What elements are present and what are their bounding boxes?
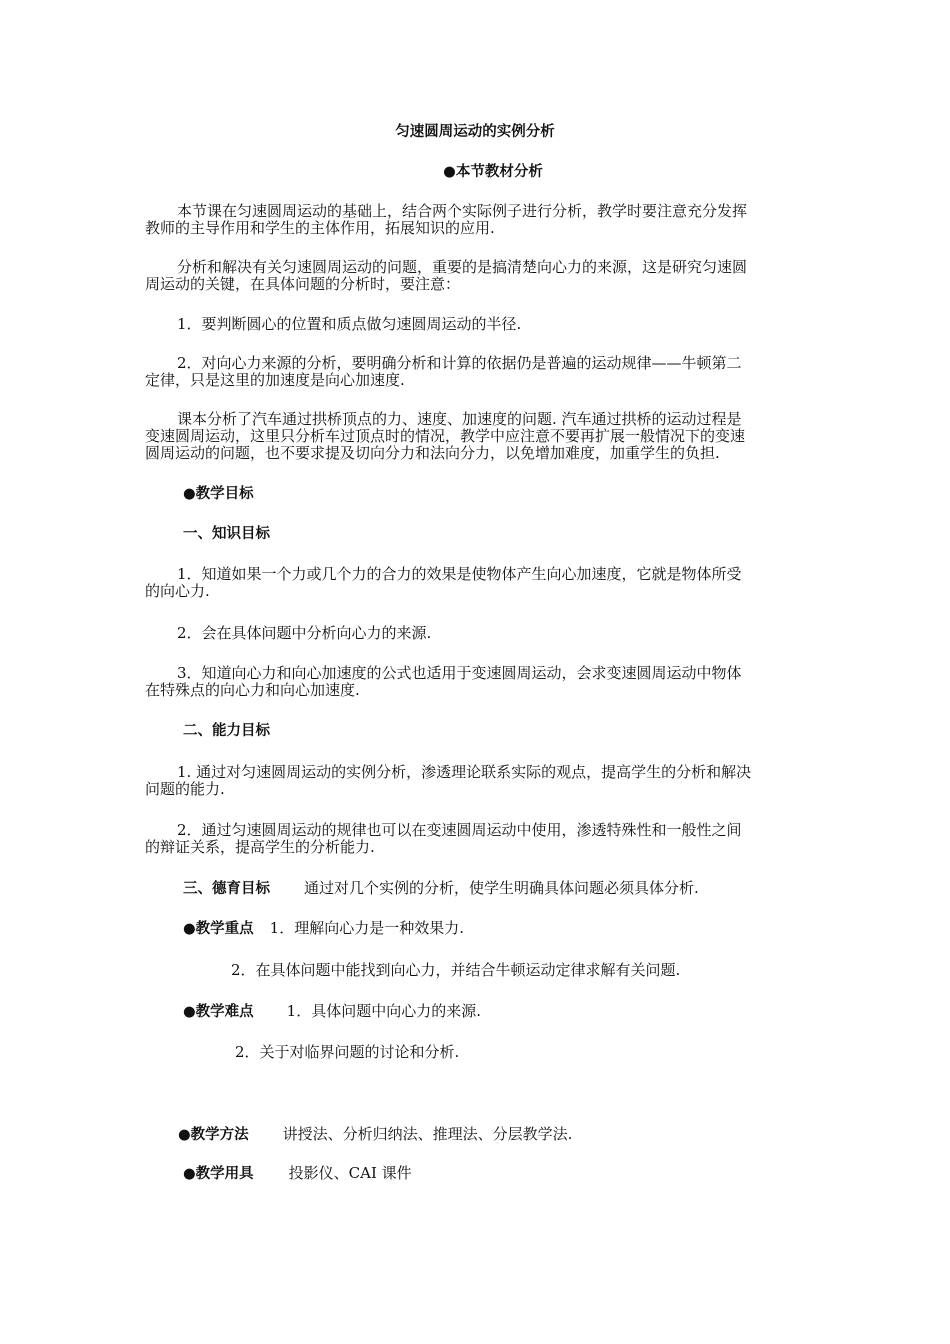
- paragraph-line: 在特殊点的向心力和向心加速度.: [145, 681, 360, 699]
- paragraph-line: 2．对向心力来源的分析，要明确分析和计算的依据仍是普遍的运动规律——牛顿第二: [177, 354, 742, 372]
- moral-goal-text: 通过对几个实例的分析，使学生明确具体问题必须具体分析.: [304, 879, 699, 897]
- section-heading-key-points: ●教学重点: [183, 921, 254, 937]
- section-heading-method: ●教学方法: [178, 1127, 249, 1143]
- paragraph-line: 1. 通过对匀速圆周运动的实例分析，渗透理论联系实际的观点，提高学生的分析和解决: [177, 763, 752, 781]
- paragraph-line: 1．要判断圆心的位置和质点做匀速圆周运动的半径.: [177, 315, 522, 333]
- document-title: 匀速圆周运动的实例分析: [395, 124, 555, 140]
- paragraph-line: 1．知道如果一个力或几个力的合力的效果是使物体产生向心加速度，它就是物体所受: [177, 565, 742, 583]
- paragraph-line: 分析和解决有关匀速圆周运动的问题，重要的是搞清楚向心力的来源，这是研究匀速圆: [177, 258, 748, 276]
- section-heading-goals: ●教学目标: [183, 486, 254, 502]
- method-text: 讲授法、分析归纳法、推理法、分层教学法.: [282, 1125, 573, 1143]
- difficult-point-text: 2．关于对临界问题的讨论和分析.: [235, 1043, 460, 1061]
- section-heading-difficult-points: ●教学难点: [183, 1004, 254, 1020]
- key-point-text: 1．理解向心力是一种效果力.: [269, 919, 464, 937]
- paragraph-line: 2．会在具体问题中分析向心力的来源.: [177, 624, 432, 642]
- paragraph-line: 本节课在匀速圆周运动的基础上，结合两个实际例子进行分析，教学时要注意充分发挥: [177, 202, 748, 220]
- key-point-text: 2．在具体问题中能找到向心力，并结合牛顿运动定律求解有关问题.: [231, 961, 681, 979]
- paragraph-line: 圆周运动的问题，也不要求提及切向分力和法向分力，以免增加难度，加重学生的负担.: [145, 444, 720, 462]
- teaching-tools-row: [183, 1165, 412, 1183]
- difficult-points-row: [183, 1003, 481, 1021]
- paragraph-line: 3．知道向心力和向心加速度的公式也适用于变速圆周运动，会求变速圆周运动中物体: [177, 664, 742, 682]
- paragraph-line: 课本分析了汽车通过拱桥顶点的力、速度、加速度的问题. 汽车通过拱桥的运动过程是: [177, 410, 742, 428]
- key-points-row: [183, 920, 464, 938]
- paragraph-line: 的向心力.: [145, 582, 210, 600]
- tools-text: 投影仪、CAI 课件: [288, 1164, 412, 1182]
- section-heading-analysis: ●本节教材分析: [443, 164, 543, 180]
- paragraph-line: 变速圆周运动，这里只分析车过顶点时的情况，教学中应注意不要再扩展一般情况下的变速: [145, 427, 746, 445]
- subheading-knowledge: 一、知识目标: [183, 526, 270, 542]
- paragraph-line: 2．通过匀速圆周运动的规律也可以在变速圆周运动中使用，渗透特殊性和一般性之间: [177, 821, 742, 839]
- paragraph-line: 教师的主导作用和学生的主体作用，拓展知识的应用.: [145, 219, 495, 237]
- paragraph-line: 的辩证关系，提高学生的分析能力.: [145, 838, 375, 856]
- subheading-ability: 二、能力目标: [183, 723, 270, 739]
- paragraph-line: 问题的能力.: [145, 780, 225, 798]
- subheading-moral: 三、德育目标: [183, 881, 270, 897]
- teaching-method-row: [178, 1126, 572, 1144]
- paragraph-line: 周运动的关键，在具体问题的分析时，要注意：: [145, 275, 461, 293]
- section-heading-tools: ●教学用具: [183, 1166, 254, 1182]
- moral-goal-row: [183, 880, 699, 898]
- paragraph-line: 定律，只是这里的加速度是向心加速度.: [145, 371, 405, 389]
- difficult-point-text: 1．具体问题中向心力的来源.: [286, 1002, 481, 1020]
